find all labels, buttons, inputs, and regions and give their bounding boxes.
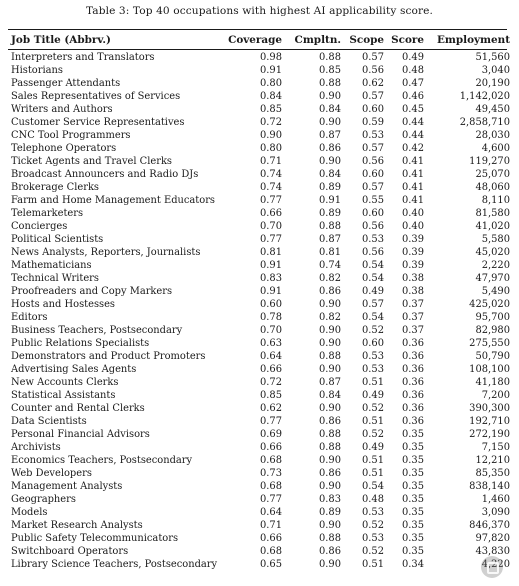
- cell-employment: 272,190: [469, 429, 510, 440]
- cell-coverage: 0.80: [260, 143, 282, 154]
- table-row: [8, 532, 513, 545]
- cell-employment: 425,020: [469, 299, 510, 310]
- cell-coverage: 0.62: [260, 403, 282, 414]
- cell-coverage: 0.70: [260, 221, 282, 232]
- cell-score: 0.40: [402, 221, 424, 232]
- cell-completion: 0.87: [319, 377, 341, 388]
- cell-coverage: 0.91: [260, 260, 282, 271]
- cell-scope: 0.51: [362, 455, 384, 466]
- cell-score: 0.37: [402, 312, 424, 323]
- cell-score: 0.41: [402, 169, 424, 180]
- cell-score: 0.36: [402, 338, 424, 349]
- cell-employment: 50,790: [475, 351, 510, 362]
- table-row: [8, 350, 513, 363]
- cell-scope: 0.52: [362, 520, 384, 531]
- cell-coverage: 0.77: [260, 494, 282, 505]
- cell-score: 0.49: [402, 52, 424, 63]
- cell-scope: 0.62: [362, 78, 384, 89]
- cell-coverage: 0.74: [260, 182, 282, 193]
- cell-completion: 0.89: [319, 507, 341, 518]
- table-row: [8, 49, 513, 64]
- cell-coverage: 0.72: [260, 117, 282, 128]
- cell-scope: 0.53: [362, 130, 384, 141]
- cell-job-title: Brokerage Clerks: [11, 182, 99, 193]
- table-row: [8, 103, 513, 116]
- table-body: [8, 49, 513, 571]
- cell-scope: 0.49: [362, 286, 384, 297]
- cell-employment: 2,220: [481, 260, 510, 271]
- cell-job-title: Farm and Home Management Educators: [11, 195, 215, 206]
- cell-coverage: 0.64: [260, 507, 282, 518]
- cell-scope: 0.54: [362, 481, 384, 492]
- cell-employment: 85,350: [475, 468, 510, 479]
- cell-scope: 0.60: [362, 169, 384, 180]
- cell-coverage: 0.80: [260, 78, 282, 89]
- cell-employment: 47,970: [475, 273, 510, 284]
- cell-completion: 0.90: [319, 299, 341, 310]
- cell-employment: 41,020: [475, 221, 510, 232]
- cell-score: 0.44: [402, 117, 424, 128]
- cell-employment: 2,858,710: [459, 117, 510, 128]
- cell-score: 0.39: [402, 260, 424, 271]
- cell-job-title: Passenger Attendants: [11, 78, 121, 89]
- cell-coverage: 0.81: [260, 247, 282, 258]
- cell-score: 0.40: [402, 208, 424, 219]
- cell-employment: 48,060: [475, 182, 510, 193]
- table-row: [8, 64, 513, 77]
- cell-employment: 81,580: [475, 208, 510, 219]
- cell-scope: 0.51: [362, 559, 384, 570]
- cell-job-title: Mathematicians: [11, 260, 92, 271]
- cell-score: 0.45: [402, 104, 424, 115]
- cell-job-title: Political Scientists: [11, 234, 104, 245]
- cell-coverage: 0.65: [260, 559, 282, 570]
- cell-job-title: Archivists: [11, 442, 61, 453]
- cell-coverage: 0.70: [260, 325, 282, 336]
- cell-completion: 0.86: [319, 143, 341, 154]
- cell-scope: 0.49: [362, 390, 384, 401]
- cell-employment: 275,550: [469, 338, 510, 349]
- table-row: [8, 116, 513, 129]
- cell-coverage: 0.60: [260, 299, 282, 310]
- cell-coverage: 0.66: [260, 208, 282, 219]
- table-row: [8, 402, 513, 415]
- cell-completion: 0.87: [319, 234, 341, 245]
- column-header-job-title: Job Title (Abbrv.): [11, 34, 111, 46]
- cell-completion: 0.74: [319, 260, 341, 271]
- cell-score: 0.38: [402, 286, 424, 297]
- cell-score: 0.36: [402, 377, 424, 388]
- cell-score: 0.36: [402, 416, 424, 427]
- cell-completion: 0.84: [319, 104, 341, 115]
- cell-score: 0.44: [402, 130, 424, 141]
- table-caption: Table 3: Top 40 occupations with highest AI applicability score.: [85, 5, 434, 17]
- cell-job-title: Ticket Agents and Travel Clerks: [11, 156, 172, 167]
- cell-job-title: Historians: [11, 65, 63, 76]
- cell-job-title: Editors: [11, 312, 48, 323]
- cell-score: 0.35: [402, 520, 424, 531]
- cell-job-title: Switchboard Operators: [11, 546, 129, 557]
- header-row: [8, 31, 513, 49]
- cell-score: 0.35: [402, 442, 424, 453]
- cell-employment: 119,270: [469, 156, 510, 167]
- cell-scope: 0.57: [362, 52, 384, 63]
- cell-score: 0.35: [402, 481, 424, 492]
- cell-completion: 0.84: [319, 390, 341, 401]
- cell-employment: 4,220: [481, 559, 510, 570]
- cell-coverage: 0.66: [260, 442, 282, 453]
- table-row: [8, 311, 513, 324]
- column-header-completion: Cmpltn.: [294, 34, 341, 46]
- cell-coverage: 0.77: [260, 234, 282, 245]
- table-row: [8, 285, 513, 298]
- table-row: [8, 519, 513, 532]
- cell-score: 0.37: [402, 325, 424, 336]
- cell-completion: 0.88: [319, 351, 341, 362]
- cell-completion: 0.86: [319, 546, 341, 557]
- cell-job-title: Sales Representatives of Services: [11, 91, 181, 102]
- cell-completion: 0.90: [319, 338, 341, 349]
- cell-job-title: Demonstrators and Product Promoters: [11, 351, 206, 362]
- cell-coverage: 0.77: [260, 195, 282, 206]
- column-header-scope: Scope: [349, 34, 384, 46]
- cell-score: 0.36: [402, 351, 424, 362]
- cell-employment: 28,030: [475, 130, 510, 141]
- table-row: [8, 142, 513, 155]
- cell-employment: 82,980: [475, 325, 510, 336]
- cell-coverage: 0.78: [260, 312, 282, 323]
- table-row: [8, 298, 513, 311]
- table-row: [8, 259, 513, 272]
- cell-score: 0.35: [402, 494, 424, 505]
- cell-job-title: Geographers: [11, 494, 76, 505]
- table-row: [8, 480, 513, 493]
- cell-score: 0.35: [402, 429, 424, 440]
- cell-job-title: New Accounts Clerks: [11, 377, 119, 388]
- cell-scope: 0.60: [362, 208, 384, 219]
- cell-completion: 0.86: [319, 286, 341, 297]
- cell-score: 0.36: [402, 364, 424, 375]
- cell-completion: 0.88: [319, 442, 341, 453]
- cell-coverage: 0.91: [260, 65, 282, 76]
- cell-coverage: 0.72: [260, 377, 282, 388]
- cell-job-title: News Analysts, Reporters, Journalists: [11, 247, 201, 258]
- cell-coverage: 0.68: [260, 481, 282, 492]
- cell-scope: 0.51: [362, 377, 384, 388]
- cell-employment: 7,200: [481, 390, 510, 401]
- cell-employment: 5,580: [481, 234, 510, 245]
- cell-job-title: Technical Writers: [11, 273, 99, 284]
- cell-employment: 3,090: [481, 507, 510, 518]
- watermark-icon: [481, 556, 503, 578]
- cell-employment: 8,110: [481, 195, 510, 206]
- cell-scope: 0.52: [362, 429, 384, 440]
- cell-scope: 0.57: [362, 182, 384, 193]
- table-row: [8, 337, 513, 350]
- cell-job-title: Economics Teachers, Postsecondary: [11, 455, 193, 466]
- cell-scope: 0.52: [362, 403, 384, 414]
- cell-coverage: 0.68: [260, 455, 282, 466]
- cell-coverage: 0.74: [260, 169, 282, 180]
- cell-job-title: Data Scientists: [11, 416, 87, 427]
- cell-completion: 0.90: [319, 364, 341, 375]
- cell-completion: 0.90: [319, 117, 341, 128]
- cell-scope: 0.59: [362, 117, 384, 128]
- cell-coverage: 0.83: [260, 273, 282, 284]
- cell-completion: 0.82: [319, 312, 341, 323]
- cell-completion: 0.82: [319, 273, 341, 284]
- cell-job-title: Customer Service Representatives: [11, 117, 185, 128]
- cell-completion: 0.91: [319, 195, 341, 206]
- cell-job-title: Proofreaders and Copy Markers: [11, 286, 173, 297]
- cell-score: 0.34: [402, 559, 424, 570]
- cell-score: 0.41: [402, 195, 424, 206]
- cell-employment: 49,450: [475, 104, 510, 115]
- table-header: [8, 31, 513, 49]
- cell-score: 0.41: [402, 182, 424, 193]
- cell-job-title: Web Developers: [11, 468, 92, 479]
- cell-coverage: 0.69: [260, 429, 282, 440]
- cell-coverage: 0.71: [260, 520, 282, 531]
- table-row: [8, 441, 513, 454]
- cell-coverage: 0.63: [260, 338, 282, 349]
- cell-job-title: Writers and Authors: [11, 104, 113, 115]
- cell-scope: 0.54: [362, 312, 384, 323]
- table-row: [8, 90, 513, 103]
- cell-completion: 0.89: [319, 182, 341, 193]
- cell-completion: 0.81: [319, 247, 341, 258]
- table-row: [8, 129, 513, 142]
- cell-score: 0.48: [402, 65, 424, 76]
- cell-coverage: 0.66: [260, 364, 282, 375]
- cell-completion: 0.88: [319, 221, 341, 232]
- cell-coverage: 0.98: [260, 52, 282, 63]
- cell-scope: 0.48: [362, 494, 384, 505]
- column-header-coverage: Coverage: [228, 34, 282, 46]
- cell-coverage: 0.71: [260, 156, 282, 167]
- cell-employment: 95,700: [475, 312, 510, 323]
- cell-score: 0.41: [402, 156, 424, 167]
- cell-coverage: 0.73: [260, 468, 282, 479]
- cell-scope: 0.56: [362, 65, 384, 76]
- cell-score: 0.35: [402, 546, 424, 557]
- cell-completion: 0.84: [319, 169, 341, 180]
- cell-score: 0.38: [402, 273, 424, 284]
- cell-scope: 0.56: [362, 247, 384, 258]
- table-row: [8, 506, 513, 519]
- table-row: [8, 493, 513, 506]
- cell-coverage: 0.84: [260, 91, 282, 102]
- cell-scope: 0.57: [362, 91, 384, 102]
- cell-job-title: Interpreters and Translators: [11, 52, 155, 63]
- cell-completion: 0.90: [319, 520, 341, 531]
- cell-score: 0.39: [402, 247, 424, 258]
- cell-score: 0.36: [402, 403, 424, 414]
- cell-job-title: Models: [11, 507, 48, 518]
- cell-job-title: Statistical Assistants: [11, 390, 116, 401]
- column-header-score: Score: [391, 34, 424, 46]
- cell-scope: 0.60: [362, 104, 384, 115]
- table-row: [8, 194, 513, 207]
- cell-job-title: Advertising Sales Agents: [11, 364, 137, 375]
- cell-completion: 0.90: [319, 156, 341, 167]
- cell-scope: 0.54: [362, 273, 384, 284]
- table-row: [8, 376, 513, 389]
- cell-scope: 0.57: [362, 143, 384, 154]
- cell-job-title: CNC Tool Programmers: [11, 130, 131, 141]
- table-row: [8, 246, 513, 259]
- table-row: [8, 272, 513, 285]
- cell-completion: 0.87: [319, 130, 341, 141]
- cell-job-title: Broadcast Announcers and Radio DJs: [11, 169, 199, 180]
- cell-scope: 0.56: [362, 156, 384, 167]
- column-header-employment: Employment: [436, 34, 510, 46]
- cell-completion: 0.88: [319, 533, 341, 544]
- cell-employment: 390,300: [469, 403, 510, 414]
- cell-employment: 41,180: [475, 377, 510, 388]
- cell-job-title: Hosts and Hostesses: [11, 299, 115, 310]
- cell-score: 0.35: [402, 507, 424, 518]
- cell-scope: 0.53: [362, 234, 384, 245]
- cell-completion: 0.88: [319, 429, 341, 440]
- cell-job-title: Market Research Analysts: [11, 520, 143, 531]
- cell-employment: 25,070: [475, 169, 510, 180]
- cell-score: 0.46: [402, 91, 424, 102]
- cell-score: 0.37: [402, 299, 424, 310]
- cell-scope: 0.53: [362, 507, 384, 518]
- table-row: [8, 207, 513, 220]
- cell-coverage: 0.91: [260, 286, 282, 297]
- cell-employment: 192,710: [469, 416, 510, 427]
- cell-completion: 0.86: [319, 416, 341, 427]
- cell-job-title: Library Science Teachers, Postsecondary: [11, 559, 218, 570]
- table-row: [8, 545, 513, 558]
- table-row: [8, 363, 513, 376]
- table-row: [8, 558, 513, 571]
- cell-employment: 1,460: [481, 494, 510, 505]
- cell-score: 0.36: [402, 390, 424, 401]
- cell-score: 0.47: [402, 78, 424, 89]
- cell-completion: 0.85: [319, 65, 341, 76]
- cell-scope: 0.54: [362, 260, 384, 271]
- cell-coverage: 0.66: [260, 533, 282, 544]
- cell-job-title: Counter and Rental Clerks: [11, 403, 145, 414]
- table-row: [8, 324, 513, 337]
- cell-scope: 0.60: [362, 338, 384, 349]
- table-row: [8, 454, 513, 467]
- cell-coverage: 0.85: [260, 104, 282, 115]
- cell-employment: 51,560: [475, 52, 510, 63]
- table-row: [8, 415, 513, 428]
- cell-coverage: 0.85: [260, 390, 282, 401]
- cell-completion: 0.88: [319, 78, 341, 89]
- cell-completion: 0.83: [319, 494, 341, 505]
- cell-score: 0.35: [402, 455, 424, 466]
- cell-scope: 0.53: [362, 364, 384, 375]
- cell-job-title: Public Relations Specialists: [11, 338, 150, 349]
- cell-scope: 0.56: [362, 221, 384, 232]
- cell-scope: 0.57: [362, 299, 384, 310]
- cell-employment: 838,140: [469, 481, 510, 492]
- table-row: [8, 168, 513, 181]
- cell-coverage: 0.90: [260, 130, 282, 141]
- cell-employment: 43,830: [475, 546, 510, 557]
- cell-employment: 12,210: [475, 455, 510, 466]
- cell-employment: 108,100: [469, 364, 510, 375]
- cell-score: 0.42: [402, 143, 424, 154]
- cell-completion: 0.90: [319, 481, 341, 492]
- table-row: [8, 389, 513, 402]
- cell-coverage: 0.64: [260, 351, 282, 362]
- cell-employment: 7,150: [481, 442, 510, 453]
- table-row: [8, 77, 513, 90]
- cell-scope: 0.52: [362, 546, 384, 557]
- occupations-table: [8, 31, 513, 571]
- cell-completion: 0.86: [319, 468, 341, 479]
- cell-completion: 0.88: [319, 52, 341, 63]
- cell-coverage: 0.77: [260, 416, 282, 427]
- cell-job-title: Business Teachers, Postsecondary: [11, 325, 183, 336]
- table-row: [8, 233, 513, 246]
- cell-scope: 0.51: [362, 468, 384, 479]
- cell-score: 0.39: [402, 234, 424, 245]
- table-row: [8, 428, 513, 441]
- cell-job-title: Personal Financial Advisors: [11, 429, 150, 440]
- cell-employment: 45,020: [475, 247, 510, 258]
- cell-job-title: Concierges: [11, 221, 68, 232]
- cell-scope: 0.52: [362, 325, 384, 336]
- cell-completion: 0.90: [319, 403, 341, 414]
- cell-coverage: 0.68: [260, 546, 282, 557]
- cell-employment: 3,040: [481, 65, 510, 76]
- cell-employment: 97,820: [475, 533, 510, 544]
- cell-completion: 0.89: [319, 208, 341, 219]
- cell-employment: 1,142,020: [459, 91, 510, 102]
- cell-job-title: Telephone Operators: [11, 143, 117, 154]
- cell-scope: 0.53: [362, 351, 384, 362]
- cell-completion: 0.90: [319, 325, 341, 336]
- cell-completion: 0.90: [319, 559, 341, 570]
- table-row: [8, 467, 513, 480]
- table-row: [8, 181, 513, 194]
- table-row: [8, 220, 513, 233]
- cell-scope: 0.55: [362, 195, 384, 206]
- cell-scope: 0.53: [362, 533, 384, 544]
- cell-job-title: Telemarketers: [11, 208, 84, 219]
- cell-scope: 0.49: [362, 442, 384, 453]
- cell-employment: 846,370: [469, 520, 510, 531]
- cell-employment: 5,490: [481, 286, 510, 297]
- cell-employment: 4,600: [481, 143, 510, 154]
- cell-scope: 0.51: [362, 416, 384, 427]
- cell-completion: 0.90: [319, 91, 341, 102]
- cell-score: 0.35: [402, 533, 424, 544]
- cell-employment: 20,190: [475, 78, 510, 89]
- cell-score: 0.35: [402, 468, 424, 479]
- cell-completion: 0.90: [319, 455, 341, 466]
- table-row: [8, 155, 513, 168]
- cell-job-title: Management Analysts: [11, 481, 123, 492]
- cell-job-title: Public Safety Telecommunicators: [11, 533, 179, 544]
